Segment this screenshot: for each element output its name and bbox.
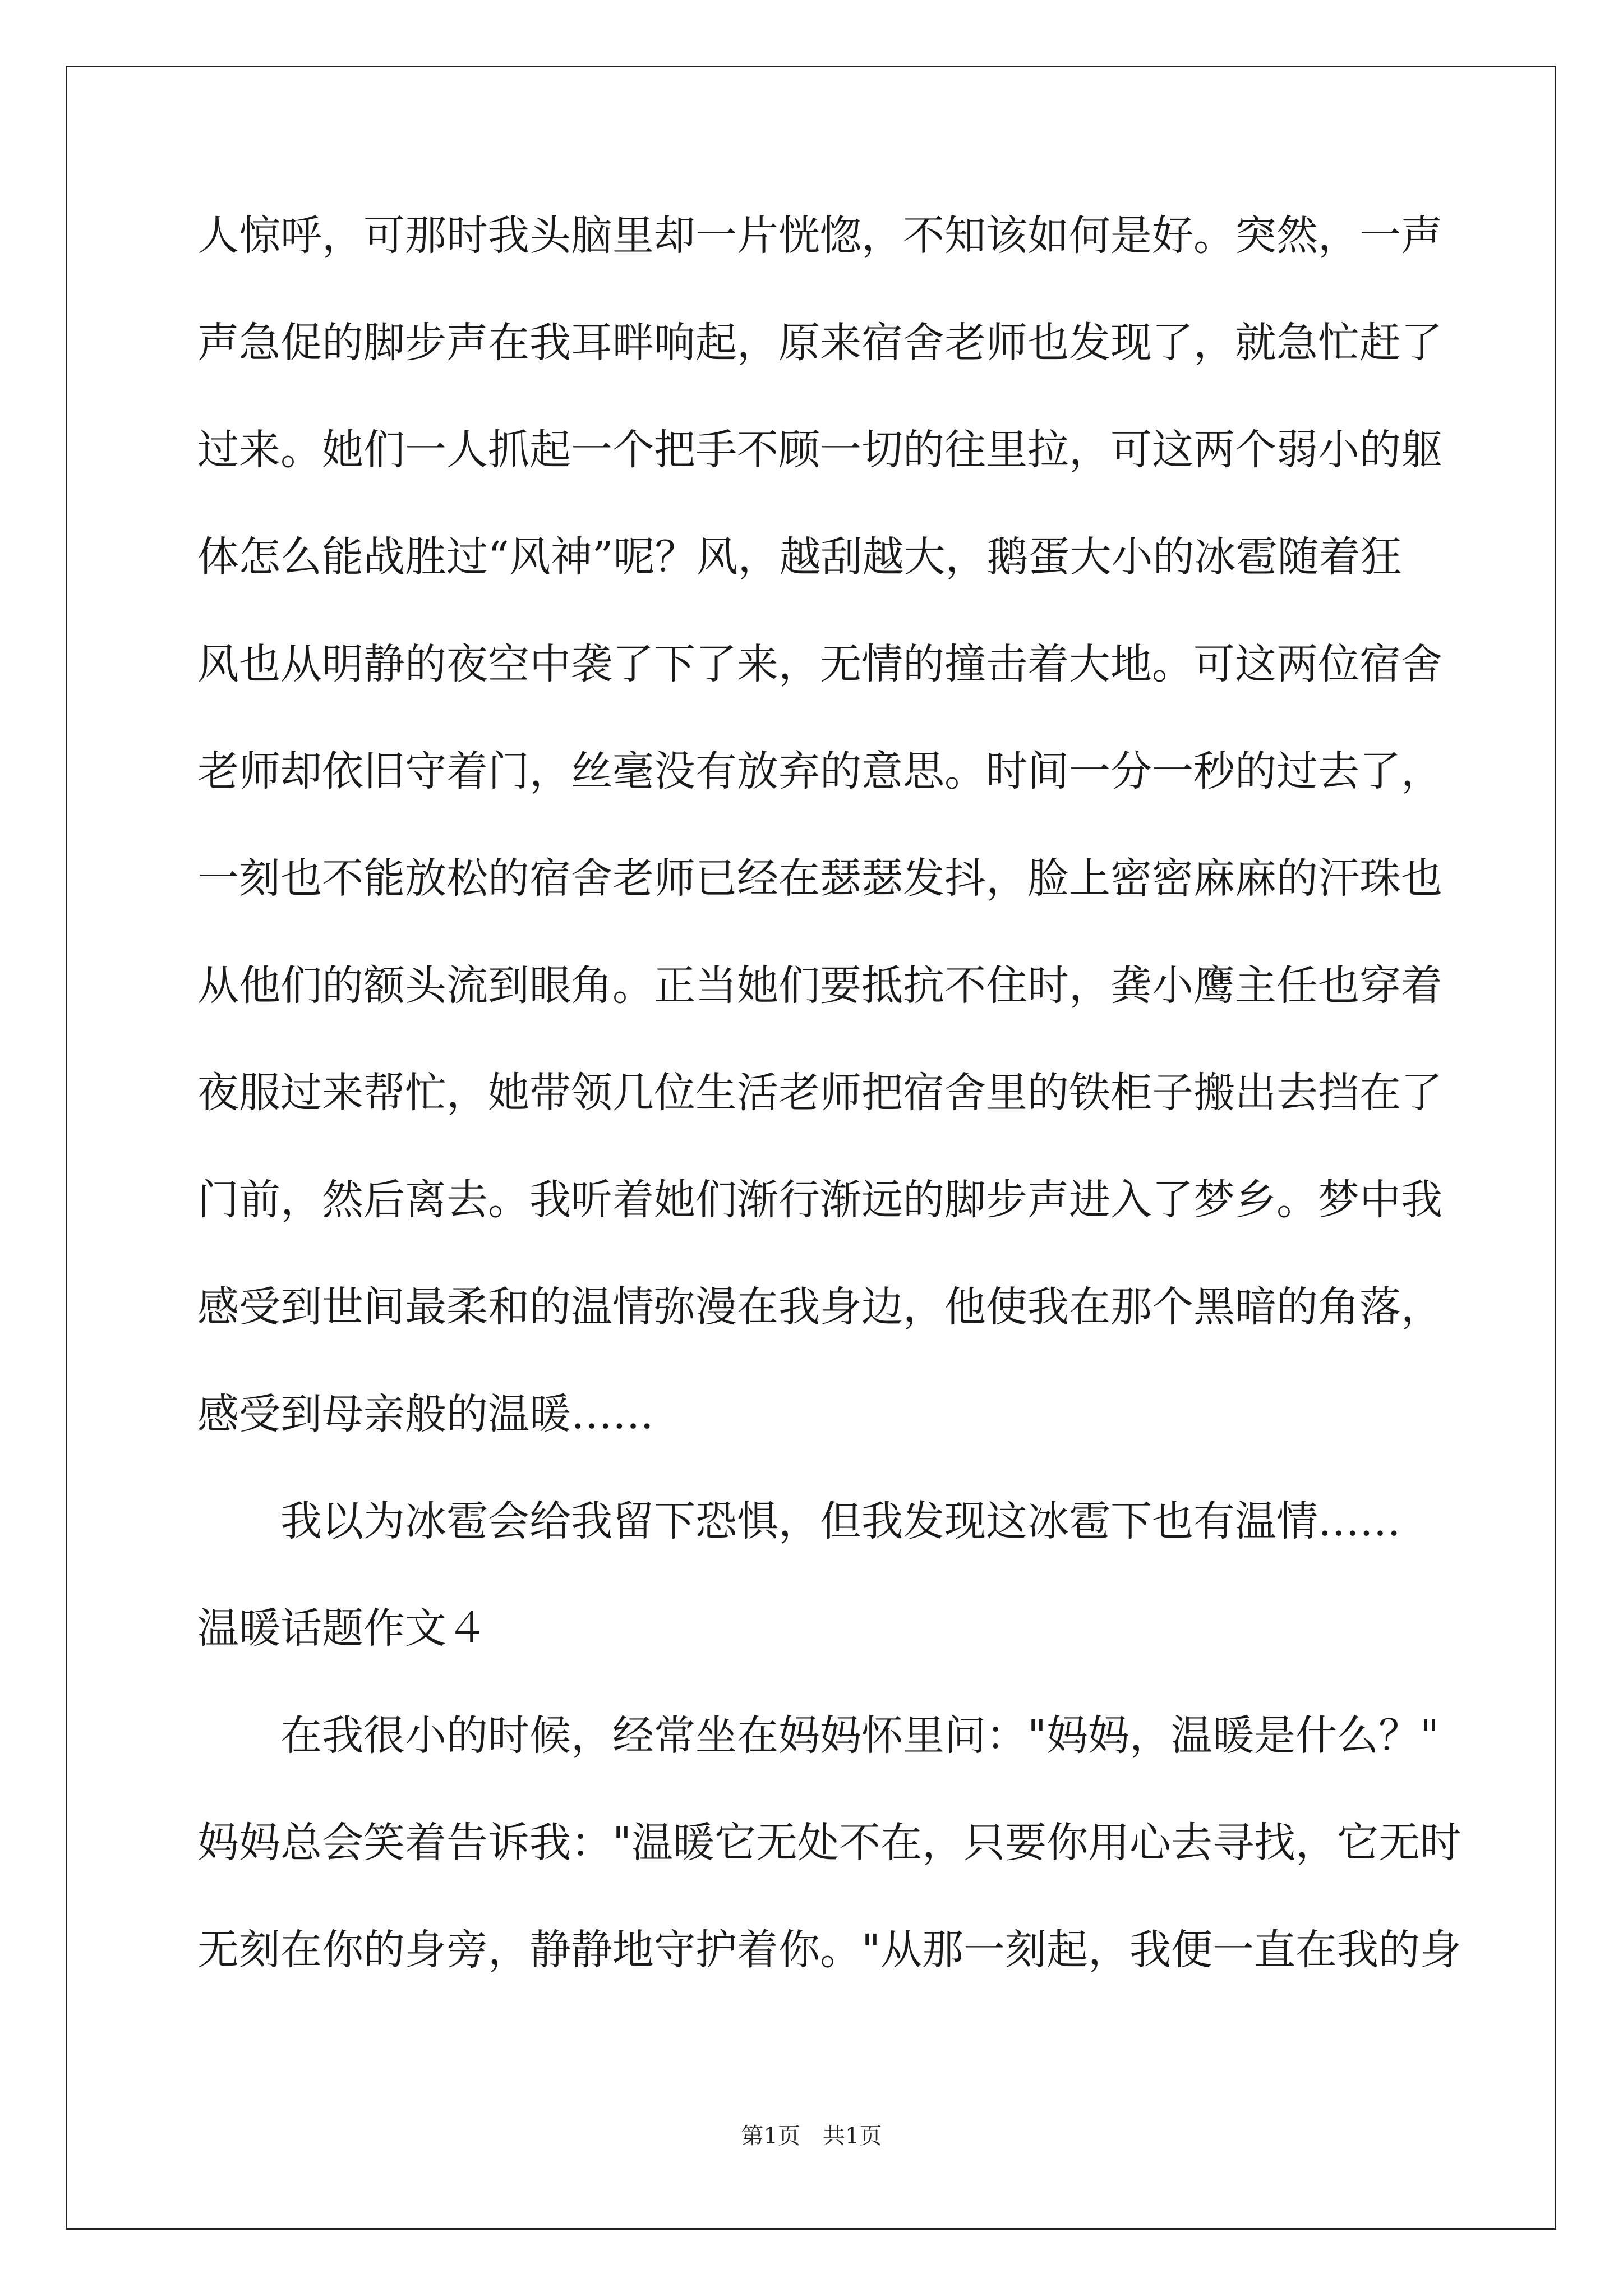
page-number: 第1页 共1页 (741, 2123, 882, 2149)
body-line: 感受到世间最柔和的温情弥漫在我身边，他使我在那个黑暗的角落， (197, 1283, 1442, 1331)
body-line: 一刻也不能放松的宿舍老师已经在瑟瑟发抖，脸上密密麻麻的汗珠也 (197, 854, 1442, 903)
body-line: 风也从明静的夜空中袭了下了来，无情的撞击着大地。可这两位宿舍 (197, 640, 1442, 688)
body-line: 声急促的脚步声在我耳畔响起，原来宿舍老师也发现了，就急忙赶了 (197, 319, 1442, 367)
body-line: 门前，然后离去。我听着她们渐行渐远的脚步声进入了梦乡。梦中我 (197, 1176, 1442, 1224)
body-line: 老师却依旧守着门，丝毫没有放弃的意思。时间一分一秒的过去了， (197, 747, 1442, 795)
body-line: 无刻在你的身旁，静静地守护着你。"从那一刻起，我便一直在我的身 (197, 1926, 1462, 1974)
body-line: 体怎么能战胜过“风神”呢？风，越刮越大，鹅蛋大小的冰雹随着狂 (197, 533, 1402, 581)
paragraph-line: 我以为冰雹会给我留下恐惧，但我发现这冰雹下也有温情…… (280, 1497, 1401, 1545)
body-line: 人惊呼，可那时我头脑里却一片恍惚，不知该如何是好。突然，一声 (197, 211, 1442, 260)
body-line: 过来。她们一人抓起一个把手不顾一切的往里拉，可这两个弱小的躯 (197, 426, 1442, 474)
body-line: 感受到母亲般的温暖…… (197, 1390, 654, 1438)
page-border (66, 66, 1556, 2230)
body-line: 妈妈总会笑着告诉我："温暖它无处不在，只要你用心去寻找，它无时 (197, 1819, 1462, 1867)
section-heading: 温暖话题作文４ (197, 1604, 488, 1653)
paragraph-line: 在我很小的时候，经常坐在妈妈怀里问："妈妈，温暖是什么？" (280, 1711, 1440, 1760)
body-line: 从他们的额头流到眼角。正当她们要抵抗不住时，龚小鹰主任也穿着 (197, 961, 1442, 1010)
body-line: 夜服过来帮忙，她带领几位生活老师把宿舍里的铁柜子搬出去挡在了 (197, 1069, 1442, 1117)
